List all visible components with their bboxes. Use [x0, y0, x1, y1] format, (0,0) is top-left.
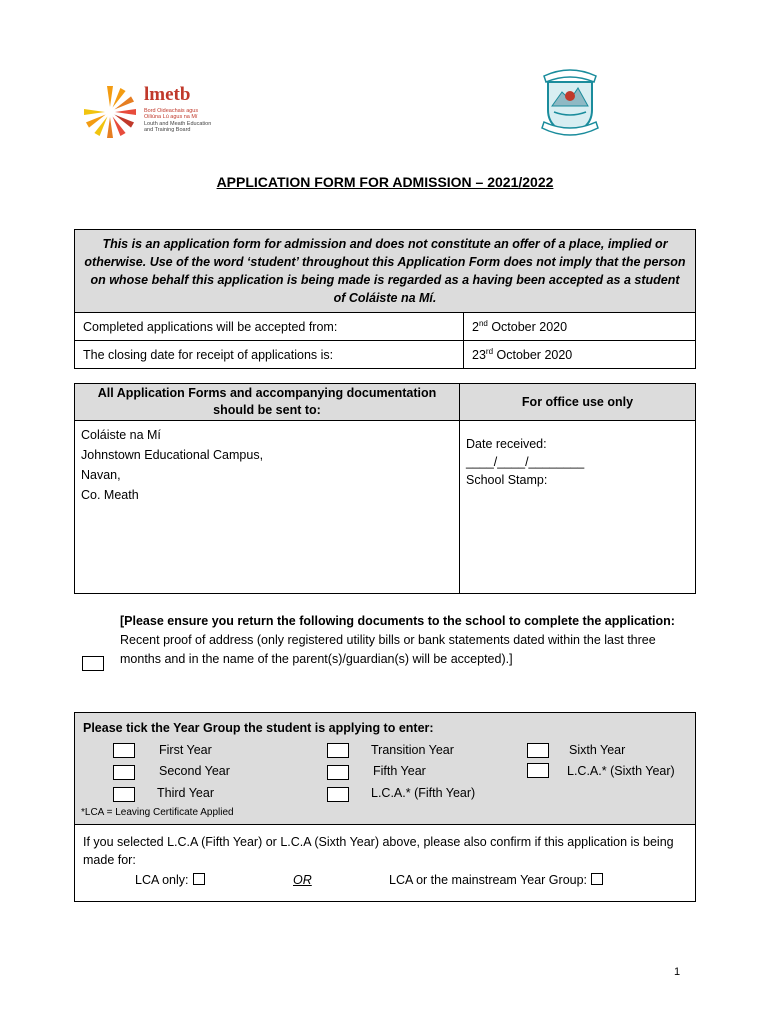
lca-question: If you selected L.C.A (Fifth Year) or L.C.A (Sixth Year) above, please also confirm if this application is being made for: — [83, 835, 674, 867]
closing-day-suffix: rd — [485, 346, 494, 356]
office-use-area — [460, 421, 696, 594]
or-separator: OR — [293, 873, 312, 887]
lca-footnote: *LCA = Leaving Certificate Applied — [81, 807, 234, 818]
lca-sixth-year-checkbox[interactable] — [527, 763, 549, 778]
address-heading: All Application Forms and accompanying documentation should be sent to: — [75, 384, 460, 421]
sunburst-logo-icon — [80, 84, 140, 140]
third-year-checkbox[interactable] — [113, 787, 135, 802]
school-crest-icon — [538, 66, 602, 142]
address-line-3: Navan, — [81, 468, 121, 482]
address-office-table — [74, 383, 696, 594]
lca-only-option — [135, 873, 205, 887]
admission-notice: This is an application form for admission and does not constitute an offer of a place, implied or otherwise. Use of the word ‘student’ throughout this Application Form does not imply that the person on whose behalf this application is being made is regarded as a having been accepted as a student of Coláiste na Mí. — [75, 230, 696, 313]
page-number: 1 — [674, 966, 681, 978]
first-year-label: First Year — [159, 743, 212, 757]
accepted-day-suffix: nd — [478, 318, 488, 328]
closing-date-label: The closing date for receipt of applications is: — [75, 341, 464, 369]
closing-month: October 2020 — [493, 348, 573, 363]
third-year-label: Third Year — [157, 786, 214, 800]
proof-of-address-item: Recent proof of address (only registered utility bills or bank statements dated within the last three months and in the name of the parent(s)/guardian(s) will be accepted).] — [120, 633, 656, 666]
transition-year-label: Transition Year — [371, 743, 454, 757]
accepted-from-label: Completed applications will be accepted from: — [75, 313, 464, 341]
notice-table — [74, 229, 696, 369]
date-received-label: Date received: — [466, 437, 547, 451]
lmetb-logo — [80, 80, 230, 140]
accepted-day: 2 — [472, 320, 479, 335]
office-use-heading: For office use only — [460, 384, 696, 421]
address-line-1: Coláiste na Mí — [81, 428, 161, 442]
accepted-month: October 2020 — [487, 320, 568, 335]
logo-line-1: Bord Oideachais agus — [144, 108, 199, 114]
closing-date — [464, 341, 696, 369]
school-stamp-label: School Stamp: — [466, 473, 548, 487]
lca-mainstream-label: LCA or the mainstream Year Group: — [389, 873, 588, 887]
sixth-year-checkbox[interactable] — [527, 743, 549, 758]
logo-line-3: Louth and Meath Education — [144, 121, 212, 127]
lca-mainstream-checkbox[interactable] — [591, 873, 603, 885]
accepted-from-date — [464, 313, 696, 341]
lca-only-label: LCA only: — [135, 873, 189, 887]
logo-line-2: Oiliúna Lú agus na Mí — [144, 114, 198, 120]
address-line-4: Co. Meath — [81, 488, 139, 502]
documents-section — [120, 612, 697, 669]
lca-only-checkbox[interactable] — [193, 873, 205, 885]
second-year-checkbox[interactable] — [113, 765, 135, 780]
lca-fifth-year-checkbox[interactable] — [327, 787, 349, 802]
documents-intro: [Please ensure you return the following documents to the school to complete the application: — [120, 614, 675, 628]
lca-mainstream-option — [389, 873, 603, 887]
fifth-year-checkbox[interactable] — [327, 765, 349, 780]
year-group-heading: Please tick the Year Group the student is applying to enter: — [83, 721, 434, 735]
lmetb-wordmark: lmetb — [144, 84, 191, 105]
year-group-options-panel — [75, 713, 695, 825]
address-line-2: Johnstown Educational Campus, — [81, 448, 264, 462]
second-year-label: Second Year — [159, 764, 230, 778]
lca-sixth-year-label: L.C.A.* (Sixth Year) — [567, 764, 675, 778]
fifth-year-label: Fifth Year — [373, 764, 426, 778]
first-year-checkbox[interactable] — [113, 743, 135, 758]
school-address — [75, 421, 460, 594]
form-title: APPLICATION FORM FOR ADMISSION – 2021/2022 — [216, 174, 554, 190]
transition-year-checkbox[interactable] — [327, 743, 349, 758]
logo-line-4: and Training Board — [144, 127, 191, 133]
lca-fifth-year-label: L.C.A.* (Fifth Year) — [371, 786, 476, 800]
sixth-year-label: Sixth Year — [569, 743, 626, 757]
date-received-blank: ____/____/________ — [466, 455, 585, 469]
closing-day: 23 — [472, 348, 486, 363]
year-group-section — [74, 712, 696, 902]
proof-of-address-checkbox[interactable] — [82, 656, 104, 671]
